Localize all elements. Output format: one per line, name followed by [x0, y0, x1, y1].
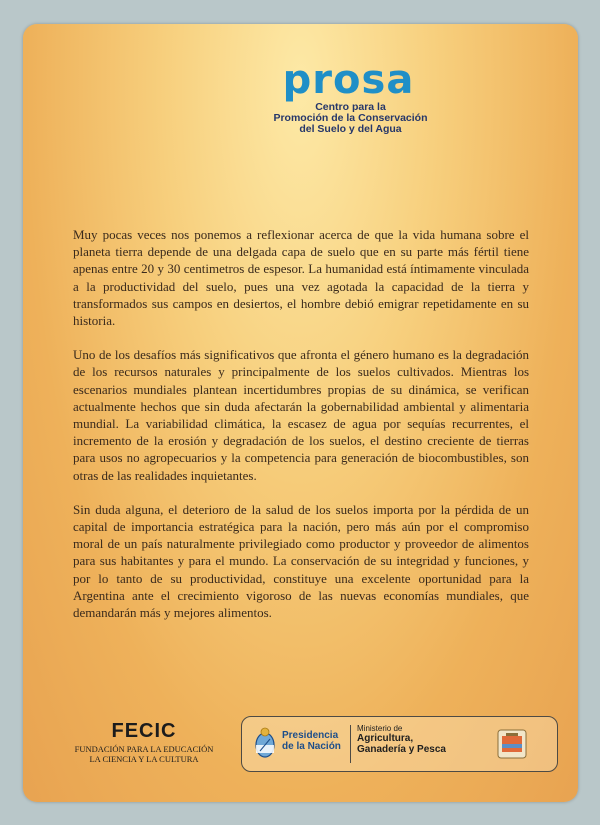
logo-word: prosa [282, 57, 415, 103]
logo-subtitle [73, 102, 578, 135]
ministerio-line-1: Agricultura, [357, 733, 414, 744]
logo-subtitle-line-1: Centro para la [315, 101, 386, 113]
prosa-logo [23, 57, 578, 135]
paragraph-3: Sin duda alguna, el deterioro de la salud de los suelos importa por la pérdida de un capital de importancia estratégica para la nación, pero más aún por el compromiso moral de un país naturalmente privilegiado como productor y proveedor de alimentos para sus habitantes y para el mundo. La conservación de su integridad y funciones, y por lo tanto de su productividad, constituye una excelente oportunidad para la Argentina ante el crecimiento vigoroso de las nuevas economías mundiales, que demandarán más y mejores alimentos. [73, 501, 529, 621]
ministerio-label [357, 724, 482, 755]
paragraph-2: Uno de los desafíos más significativos que afronta el género humano es la degradación de los recursos naturales y principalmente de los suelos cultivados. Mientras los escenarios mundiales plantean incertidumbres propias de su dinámica, se verifican actualmente hechos que sin duda afectarán la gobernabilidad ambiental y alimentaria mundial. La variabilidad climática, la escasez de agua por sequías recurrentes, el incremento de la erosión y degradación de los suelos, el destino creciente de tierras para usos no agropecuarios y la competencia para generación de biocombustibles, son otras de las realidades inquietantes. [73, 347, 529, 483]
fecic-wordmark: FECIC [111, 720, 177, 742]
logo-divider [350, 725, 351, 763]
presidencia-line-2: de la Nación [282, 741, 341, 752]
government-logo-box [241, 716, 558, 772]
body-text [73, 226, 529, 638]
fecic-subtitle-line-1: FUNDACIÓN PARA LA EDUCACIÓN [74, 744, 214, 754]
paragraph-1: Muy pocas veces nos ponemos a reflexionar acerca de que la vida humana sobre el planeta tierra depende de una delgada capa de suelo que en su parte más fértil tiene apenas entre 20 y 30 centimetros de espesor. La humanidad está íntimamente vinculada a la productividad del suelo, pues una vez agotada la capacidad de la tierra y transformados sus campos en desiertos, el hombre debió emigrar repetidamente en su historia. [73, 227, 529, 329]
fecic-subtitle-line-2: LA CIENCIA Y LA CULTURA [89, 754, 199, 764]
presidencia-line-1: Presidencia [282, 730, 339, 741]
ministerio-line-2: Ganadería y Pesca [357, 744, 446, 755]
ministerio-prefix: Ministerio de [357, 724, 403, 733]
logo-subtitle-line-3: del Suelo y del Agua [299, 123, 402, 135]
logo-subtitle-line-2: Promoción de la Conservación [273, 112, 428, 124]
footer-logos [23, 714, 578, 784]
fecic-logo [59, 720, 229, 764]
sagpya-emblem-icon [497, 729, 527, 759]
argentina-shield-icon [254, 725, 276, 761]
presidencia-label [282, 730, 344, 752]
fecic-subtitle [59, 744, 229, 764]
document-page [23, 24, 578, 802]
